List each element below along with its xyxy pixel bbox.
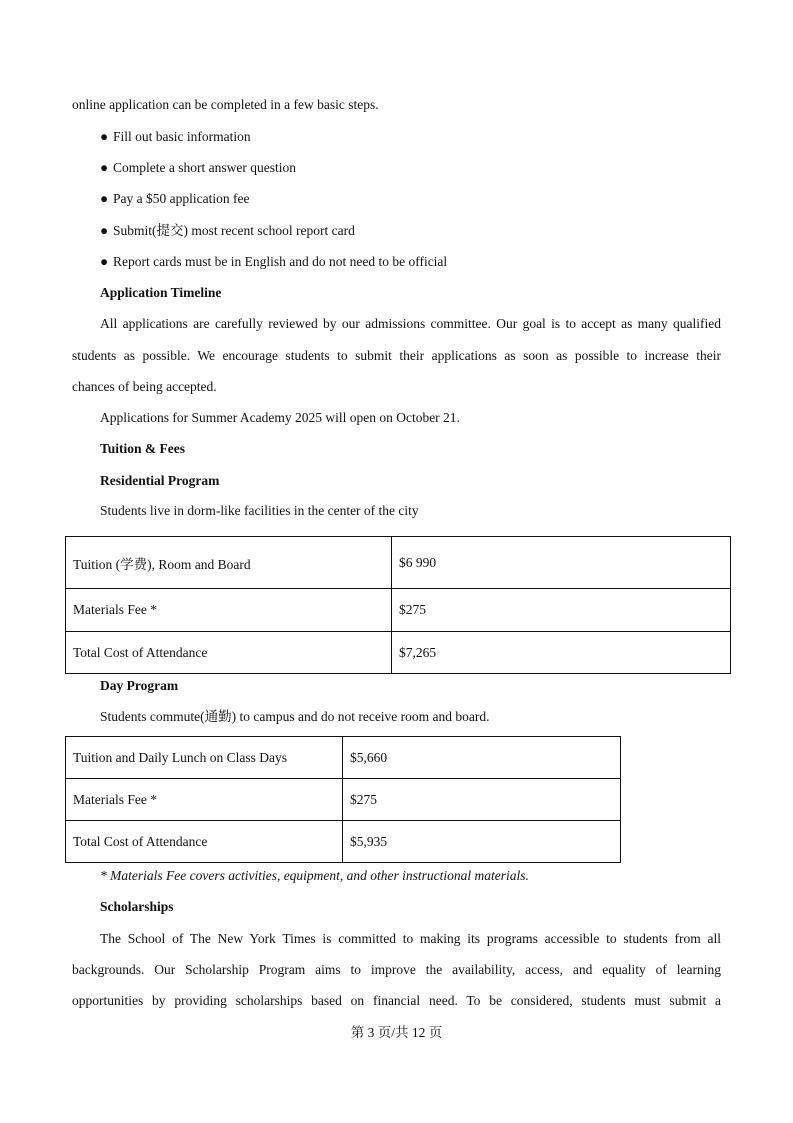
fee-label-cell: Tuition (学费), Room and Board <box>66 537 392 589</box>
fee-label-cell: Total Cost of Attendance <box>66 632 392 674</box>
bullet-icon: ● <box>100 129 109 144</box>
step-item <box>100 190 249 208</box>
table-row <box>66 589 731 632</box>
fee-value-cell: $275 <box>343 779 621 821</box>
bullet-icon: ● <box>100 223 109 238</box>
scholarships-para-line: opportunities by providing scholarships based on financial need. To be considered, students must submit a <box>72 993 721 1008</box>
step-item <box>100 253 447 271</box>
step-item <box>100 159 296 177</box>
day-fee-table <box>65 736 621 863</box>
timeline-para-line: All applications are carefully reviewed by our admissions committee. Our goal is to accept as many qualified <box>100 316 721 331</box>
day-heading: Day Program <box>100 678 179 693</box>
step-text: Pay a $50 application fee <box>113 191 250 206</box>
timeline-heading: Application Timeline <box>100 285 222 300</box>
intro-line: online application can be completed in a few basic steps. <box>72 97 379 112</box>
bullet-icon: ● <box>100 254 109 269</box>
page-number-footer: 第 3 页/共 12 页 <box>350 1025 443 1040</box>
fee-label-cell: Materials Fee * <box>66 779 343 821</box>
step-text: Submit(提交) most recent school report card <box>113 223 355 238</box>
materials-footnote: * Materials Fee covers activities, equipment, and other instructional materials. <box>100 868 529 883</box>
fee-value-cell: $275 <box>392 589 731 632</box>
residential-fee-table <box>65 536 731 674</box>
table-row <box>66 821 621 863</box>
day-desc: Students commute(通勤) to campus and do not receive room and board. <box>100 709 490 724</box>
timeline-para-line: chances of being accepted. <box>72 379 217 394</box>
table-row <box>66 632 731 674</box>
residential-heading: Residential Program <box>100 473 220 488</box>
fee-label-cell: Total Cost of Attendance <box>66 821 343 863</box>
fee-value-cell: $6 990 <box>392 537 731 589</box>
scholarships-heading: Scholarships <box>100 899 174 914</box>
step-text: Complete a short answer question <box>113 160 296 175</box>
table-row <box>66 537 731 589</box>
fee-value-cell: $5,660 <box>343 737 621 779</box>
timeline-para-line: students as possible. We encourage students to submit their applications as soon as possible to increase their <box>72 348 721 363</box>
fee-value-cell: $5,935 <box>343 821 621 863</box>
step-item <box>100 222 355 240</box>
fee-label-cell: Tuition and Daily Lunch on Class Days <box>66 737 343 779</box>
scholarships-para-line: backgrounds. Our Scholarship Program aims to improve the availability, access, and equality of learning <box>72 962 721 977</box>
bullet-icon: ● <box>100 160 109 175</box>
table-row <box>66 737 621 779</box>
fee-label-cell: Materials Fee * <box>66 589 392 632</box>
residential-desc: Students live in dorm-like facilities in the center of the city <box>100 503 419 518</box>
fee-value-cell: $7,265 <box>392 632 731 674</box>
bullet-icon: ● <box>100 191 109 206</box>
tuition-heading: Tuition & Fees <box>100 441 186 456</box>
step-text: Fill out basic information <box>113 129 251 144</box>
step-item <box>100 128 251 146</box>
step-text: Report cards must be in English and do not need to be official <box>113 254 448 269</box>
scholarships-para-line: The School of The New York Times is committed to making its programs accessible to students from all <box>100 931 721 946</box>
timeline-open-line: Applications for Summer Academy 2025 will open on October 21. <box>100 410 460 425</box>
table-row <box>66 779 621 821</box>
